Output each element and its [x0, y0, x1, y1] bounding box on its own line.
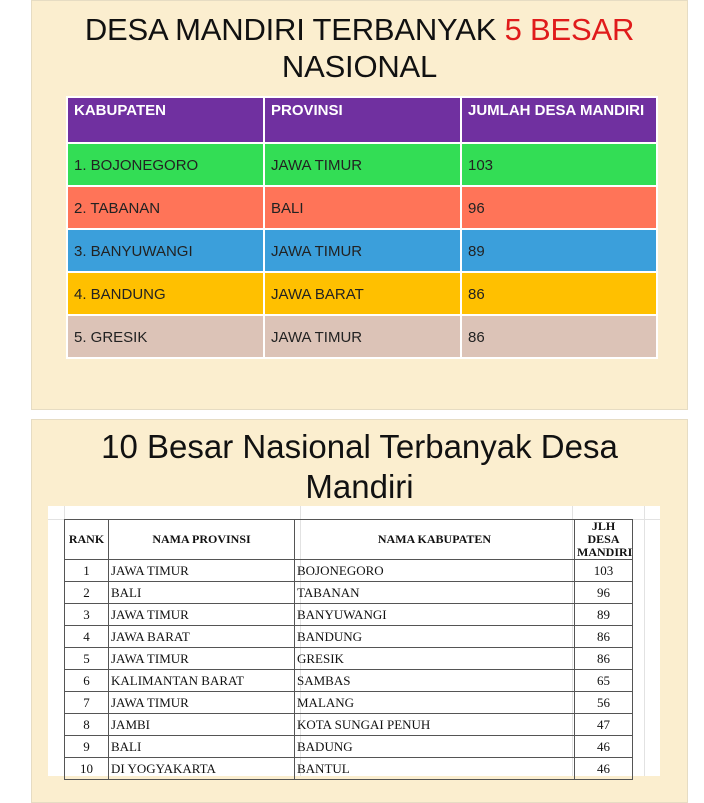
top10-cell-provinsi: BALI	[109, 582, 295, 604]
top10-cell-jumlah: 103	[575, 560, 633, 582]
top10-cell-provinsi: JAWA BARAT	[109, 626, 295, 648]
top10-cell-kabupaten: BANDUNG	[295, 626, 575, 648]
header-nama-kabupaten: NAMA KABUPATEN	[295, 520, 575, 560]
header-jlh-desa	[575, 520, 633, 560]
top5-title-highlight: 5 BESAR	[504, 12, 635, 47]
header-jlh-line2: MANDIRI	[577, 545, 633, 559]
top10-cell-jumlah: 65	[575, 670, 633, 692]
top10-cell-provinsi: JAMBI	[109, 714, 295, 736]
top5-table	[66, 96, 658, 359]
top10-row	[65, 560, 633, 582]
top5-cell-kabupaten: 3. BANYUWANGI	[67, 229, 264, 272]
top10-cell-provinsi: DI YOGYAKARTA	[109, 758, 295, 780]
top10-cell-jumlah: 86	[575, 648, 633, 670]
top10-cell-kabupaten: MALANG	[295, 692, 575, 714]
top5-cell-provinsi: JAWA TIMUR	[264, 229, 461, 272]
top10-cell-kabupaten: BADUNG	[295, 736, 575, 758]
top10-row	[65, 582, 633, 604]
top10-cell-jumlah: 96	[575, 582, 633, 604]
top10-title-line2: Mandiri	[305, 468, 414, 505]
top5-cell-jumlah: 103	[461, 143, 657, 186]
top5-cell-jumlah: 86	[461, 272, 657, 315]
top10-title	[32, 427, 687, 507]
top10-cell-rank: 6	[65, 670, 109, 692]
top5-row	[67, 315, 657, 358]
top10-cell-rank: 10	[65, 758, 109, 780]
header-kabupaten: KABUPATEN	[67, 97, 264, 143]
top10-cell-provinsi: JAWA TIMUR	[109, 692, 295, 714]
top10-cell-jumlah: 89	[575, 604, 633, 626]
top10-cell-provinsi: KALIMANTAN BARAT	[109, 670, 295, 692]
top10-cell-jumlah: 47	[575, 714, 633, 736]
header-nama-provinsi: NAMA PROVINSI	[109, 520, 295, 560]
top10-card	[31, 419, 688, 803]
top10-row	[65, 736, 633, 758]
top5-row	[67, 272, 657, 315]
spreadsheet-image	[48, 506, 660, 776]
top5-cell-provinsi: JAWA BARAT	[264, 272, 461, 315]
top10-row	[65, 670, 633, 692]
top10-cell-kabupaten: BOJONEGORO	[295, 560, 575, 582]
top10-cell-provinsi: JAWA TIMUR	[109, 648, 295, 670]
top10-cell-kabupaten: SAMBAS	[295, 670, 575, 692]
top10-cell-rank: 4	[65, 626, 109, 648]
top5-cell-kabupaten: 5. GRESIK	[67, 315, 264, 358]
top10-cell-jumlah: 86	[575, 626, 633, 648]
top5-cell-jumlah: 96	[461, 186, 657, 229]
header-rank: RANK	[65, 520, 109, 560]
top5-cell-kabupaten: 2. TABANAN	[67, 186, 264, 229]
top10-cell-provinsi: BALI	[109, 736, 295, 758]
top10-cell-provinsi: JAWA TIMUR	[109, 604, 295, 626]
top5-title	[32, 11, 687, 85]
top10-cell-provinsi: JAWA TIMUR	[109, 560, 295, 582]
top5-row	[67, 143, 657, 186]
top5-title-part1: DESA MANDIRI TERBANYAK	[84, 12, 505, 47]
top10-cell-jumlah: 46	[575, 736, 633, 758]
top10-cell-kabupaten: BANTUL	[295, 758, 575, 780]
top10-cell-rank: 5	[65, 648, 109, 670]
top5-cell-provinsi: JAWA TIMUR	[264, 143, 461, 186]
top10-cell-jumlah: 46	[575, 758, 633, 780]
top10-row	[65, 692, 633, 714]
top10-cell-rank: 8	[65, 714, 109, 736]
top10-row	[65, 604, 633, 626]
top10-cell-rank: 7	[65, 692, 109, 714]
top5-cell-provinsi: JAWA TIMUR	[264, 315, 461, 358]
top5-title-part2: NASIONAL	[281, 49, 438, 84]
top5-cell-jumlah: 89	[461, 229, 657, 272]
top5-row	[67, 186, 657, 229]
top10-row	[65, 758, 633, 780]
top10-header-row	[65, 520, 633, 560]
top5-cell-provinsi: BALI	[264, 186, 461, 229]
top5-card	[31, 0, 688, 410]
top5-cell-jumlah: 86	[461, 315, 657, 358]
header-provinsi: PROVINSI	[264, 97, 461, 143]
top10-row	[65, 714, 633, 736]
top10-cell-kabupaten: KOTA SUNGAI PENUH	[295, 714, 575, 736]
header-jlh-line1: JLH DESA	[587, 519, 620, 546]
top5-row	[67, 229, 657, 272]
top5-header-row	[67, 97, 657, 143]
top10-cell-rank: 1	[65, 560, 109, 582]
top5-cell-kabupaten: 1. BOJONEGORO	[67, 143, 264, 186]
top10-cell-kabupaten: GRESIK	[295, 648, 575, 670]
top10-cell-rank: 2	[65, 582, 109, 604]
top10-table	[64, 519, 633, 780]
top10-cell-kabupaten: BANYUWANGI	[295, 604, 575, 626]
top10-row	[65, 648, 633, 670]
top10-cell-jumlah: 56	[575, 692, 633, 714]
header-jumlah: JUMLAH DESA MANDIRI	[461, 97, 657, 143]
top10-cell-rank: 9	[65, 736, 109, 758]
top10-title-line1: 10 Besar Nasional Terbanyak Desa	[101, 428, 618, 465]
top10-cell-kabupaten: TABANAN	[295, 582, 575, 604]
top10-cell-rank: 3	[65, 604, 109, 626]
top10-row	[65, 626, 633, 648]
top5-cell-kabupaten: 4. BANDUNG	[67, 272, 264, 315]
